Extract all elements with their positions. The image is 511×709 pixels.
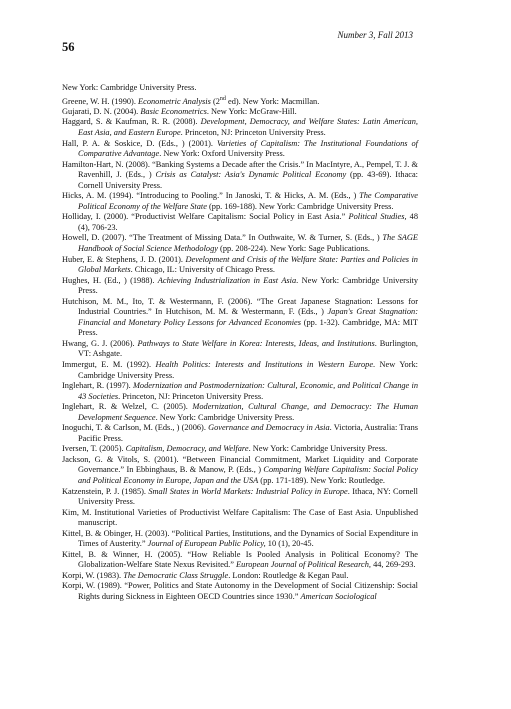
reference-entry bbox=[62, 508, 418, 529]
reference-title-text: Health Politics: Interests and Institutions in Western Europe bbox=[155, 360, 374, 369]
reference-entry bbox=[62, 233, 418, 254]
reference-entry bbox=[62, 571, 418, 582]
reference-text: Howell, D. (2007). “The Treatment of Missing Data.” In Outhwaite, W. & Turner, S. (Eds., ) bbox=[62, 233, 383, 243]
reference-text: . New York: McGraw-Hill. bbox=[206, 106, 297, 116]
reference-text: . Ithaca, NY: Cornell University Press. bbox=[78, 486, 418, 507]
reference-title-text: The SAGE Handbook of Social Science Methodology bbox=[78, 233, 418, 253]
reference-entry bbox=[62, 94, 418, 107]
journal-issue-header: Number 3, Fall 2013 bbox=[337, 30, 413, 40]
reference-title-text: Econometric Analysis bbox=[138, 96, 211, 106]
reference-text: Hicks, A. M. (1994). “Introducing to Pooling.” In Janoski, T. & Hicks, A. M. (Eds., ) bbox=[62, 191, 360, 201]
reference-text: Katzenstein, P. J. (1985). bbox=[62, 486, 149, 496]
reference-entry bbox=[62, 255, 418, 276]
reference-title-text: American Sociological bbox=[300, 592, 377, 602]
reference-text: Kim, M. Institutional Varieties of Productivist Welfare Capitalism: The Case of East Asia. Unpublished manuscript. bbox=[62, 507, 418, 528]
reference-entry bbox=[62, 339, 418, 360]
reference-text: 48 (4), 706-23. bbox=[78, 212, 418, 232]
reference-title-text: Varieties of Capitalism: The Institutional Foundations of Comparative Advantage bbox=[78, 138, 418, 159]
reference-title-text: Modernization and Postmodernization: Cultural, Economic, and Political Change in 43 Societies bbox=[78, 381, 418, 401]
reference-text: nd bbox=[219, 95, 226, 102]
reference-title-text: European Journal of Political Research, bbox=[236, 560, 371, 570]
reference-list bbox=[62, 83, 418, 603]
reference-text: Inglehart, R. (1997). bbox=[62, 381, 133, 391]
reference-text: (2 bbox=[210, 96, 220, 106]
reference-text: . Burlington, VT: Ashgate. bbox=[78, 338, 418, 359]
reference-entry bbox=[62, 212, 418, 233]
reference-title-text: Journal of European Public Policy, bbox=[147, 539, 266, 549]
reference-entry bbox=[62, 455, 418, 487]
reference-entry bbox=[62, 444, 418, 455]
reference-text: Hamilton-Hart, N. (2008). “Banking Systems a Decade after the Crisis.” In MacIntyre, A., Pempel, T. J. & Ravenhill, J. (Eds., ) bbox=[62, 159, 418, 180]
reference-text: Hutchison, M. M., Ito, T. & Westermann, F. (2006). “The Great Japanese Stagnation: Lessons for Industrial Countries.” In Hutchison, M. M. & Westermann, F. (Eds., ) bbox=[62, 296, 418, 317]
reference-title-text: Crisis as Catalyst: Asia's Dynamic Political Economy bbox=[155, 170, 347, 180]
reference-text: . New York: Oxford University Press. bbox=[159, 149, 285, 159]
reference-text: Korpi, W. (1989). “Power, Politics and State Autonomy in the Development of Social Citizenship: Social Rights during Sickness in Eighteen OECD Countries since 1930.” bbox=[62, 581, 418, 602]
reference-entry bbox=[62, 139, 418, 160]
reference-entry bbox=[62, 160, 418, 192]
reference-text: . New York: Cambridge University Press. bbox=[78, 360, 418, 380]
reference-text: Hwang, G. J. (2006). bbox=[62, 338, 138, 348]
reference-text: . Chicago, IL: University of Chicago Press. bbox=[130, 265, 275, 275]
reference-text: . London: Routledge & Kegan Paul. bbox=[228, 570, 349, 580]
reference-text: Jackson, G. & Vitols, S. (2001). “Between Financial Commitment, Market Liquidity and Corporate Governance.” In Ebbinghaus, B. & Manow, P. (Eds., ) bbox=[62, 454, 418, 475]
reference-text: Huber, E. & Stephens, J. D. (2001). bbox=[62, 254, 186, 264]
reference-text: New York: Cambridge University Press. bbox=[62, 83, 197, 92]
reference-entry bbox=[62, 581, 418, 602]
reference-entry bbox=[62, 360, 418, 381]
reference-text: . New York: Cambridge University Press. bbox=[155, 412, 295, 422]
reference-entry bbox=[62, 276, 418, 297]
reference-title-text: The Democratic Class Struggle bbox=[123, 570, 229, 580]
reference-title-text: Small States in World Markets: Industrial Policy in Europe bbox=[148, 486, 348, 496]
reference-text: Inoguchi, T. & Carlson, M. (Eds., ) (2006). bbox=[62, 423, 209, 433]
reference-entry bbox=[62, 402, 418, 423]
reference-text: ed). New York: Macmillan. bbox=[225, 96, 320, 106]
reference-text: (pp. 1-32). Cambridge, MA: MIT Press. bbox=[78, 317, 419, 338]
reference-text: . Princeton, NJ: Princeton University Press. bbox=[180, 127, 326, 137]
reference-text: (pp. 169-188). New York: Cambridge University Press. bbox=[206, 201, 394, 211]
reference-entry bbox=[62, 487, 418, 508]
reference-title-text: Pathways to State Welfare in Korea: Interests, Ideas, and Institutions bbox=[137, 338, 375, 348]
reference-text: Hall, P. A. & Soskice, D. (Eds., ) (2001). bbox=[62, 138, 217, 148]
reference-entry bbox=[62, 191, 418, 212]
reference-entry bbox=[62, 117, 418, 138]
reference-text: . Princeton, NJ: Princeton University Press. bbox=[118, 391, 264, 401]
reference-text: Kittel, B. & Obinger, H. (2003). “Political Parties, Institutions, and the Dynamics of Social Expenditure in Times of Austerity.” bbox=[62, 528, 418, 549]
reference-text: Korpi, W. (1983). bbox=[62, 570, 124, 580]
reference-title-text: Political Studies, bbox=[348, 212, 407, 222]
reference-title-text: Basic Econometrics bbox=[140, 106, 207, 116]
reference-text: Inglehart, R. & Welzel, C. (2005). bbox=[62, 402, 193, 412]
reference-text: Greene, W. H. (1990). bbox=[62, 96, 139, 106]
reference-text: (pp. 43-69). Ithaca: Cornell University Press. bbox=[78, 170, 418, 190]
reference-text: Hughes, H. (Ed., ) (1988). bbox=[62, 275, 158, 285]
reference-text: . Victoria, Australia: Trans Pacific Press. bbox=[78, 423, 418, 443]
reference-text: . New York: Cambridge University Press. bbox=[78, 275, 419, 296]
reference-entry bbox=[62, 381, 418, 402]
reference-text: Gujarati, D. N. (2004). bbox=[62, 106, 141, 116]
reference-title-text: Japan's Great Stagnation: Financial and Monetary Policy Lessons for Advanced Economies bbox=[78, 307, 418, 327]
reference-continuation bbox=[62, 83, 418, 94]
reference-title-text: Governance and Democracy in Asia bbox=[208, 423, 330, 433]
page-number: 56 bbox=[62, 40, 75, 54]
reference-title-text: Capitalism, Democracy, and Welfare bbox=[125, 444, 249, 454]
reference-entry bbox=[62, 107, 418, 118]
reference-text: (pp. 208-224). New York: Sage Publications. bbox=[217, 243, 370, 253]
reference-text: 44, 269-293. bbox=[371, 560, 416, 570]
reference-text: Haggard, S. & Kaufman, R. R. (2008). bbox=[62, 117, 201, 127]
reference-title-text: Modernization, Cultural Change, and Democracy: The Human Development Sequence bbox=[78, 402, 418, 422]
reference-entry bbox=[62, 297, 418, 339]
reference-title-text: Development and Crisis of the Welfare State: Parties and Policies in Global Markets bbox=[78, 254, 418, 275]
reference-title-text: Achieving Industrialization in East Asia bbox=[157, 275, 297, 285]
reference-entry bbox=[62, 550, 418, 571]
reference-text: . New York: Cambridge University Press. bbox=[248, 444, 388, 454]
reference-text: Iversen, T. (2005). bbox=[62, 444, 126, 454]
reference-title-text: Comparing Welfare Capitalism: Social Policy and Political Economy in Europe, Japan and the USA bbox=[78, 465, 418, 486]
reference-title-text: Development, Democracy, and Welfare States: Latin American, East Asia, and Eastern Europe bbox=[78, 117, 418, 137]
reference-text: Holliday, I. (2000). “Productivist Welfare Capitalism: Social Policy in East Asia.” bbox=[62, 212, 349, 222]
reference-entry bbox=[62, 423, 418, 444]
reference-entry bbox=[62, 529, 418, 550]
reference-text: Kittel, B. & Winner, H. (2005). “How Reliable Is Pooled Analysis in Political Economy? The Globalization-Welfare State Nexus Revisited.” bbox=[62, 549, 418, 570]
reference-text: Immergut, E. M. (1992). bbox=[62, 360, 156, 369]
reference-text: 10 (1), 20-45. bbox=[265, 539, 314, 549]
reference-text: (pp. 171-189). New York: Routledge. bbox=[258, 476, 385, 486]
reference-title-text: The Comparative Political Economy of the Welfare State bbox=[78, 191, 418, 211]
